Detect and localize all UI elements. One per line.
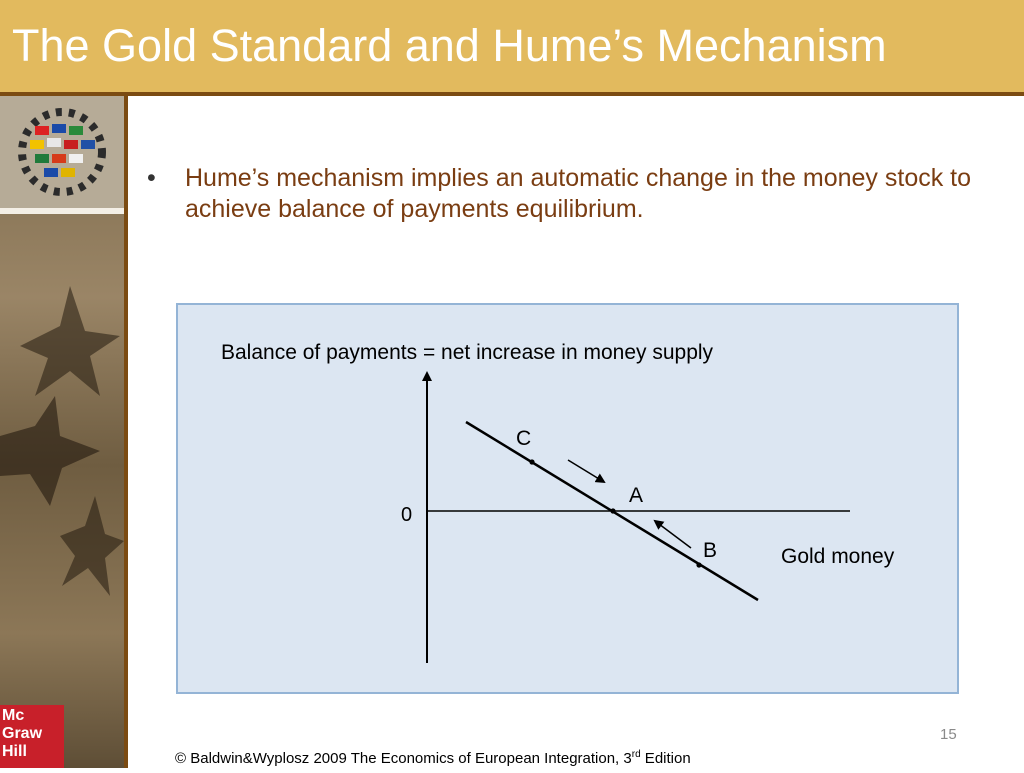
arrow-b-to-a bbox=[655, 521, 691, 548]
logo-line-1: Mc bbox=[2, 707, 25, 724]
origin-label: 0 bbox=[401, 504, 413, 526]
eu-flags-image bbox=[0, 96, 124, 208]
diagram-canvas bbox=[178, 305, 961, 696]
point-b-label: B bbox=[703, 539, 718, 562]
mcgraw-hill-logo bbox=[0, 705, 64, 768]
slide-number: 15 bbox=[940, 726, 957, 743]
point-c-label: C bbox=[516, 427, 532, 450]
bullet-text: Hume’s mechanism implies an automatic change in the money stock to achieve balance of payments equilibrium. bbox=[185, 164, 972, 223]
title-divider bbox=[0, 92, 1024, 96]
footer-suffix: Edition bbox=[640, 750, 691, 767]
copyright-footer bbox=[175, 749, 691, 767]
sidebar-divider bbox=[0, 208, 124, 214]
point-c-marker bbox=[529, 459, 534, 464]
point-a-marker bbox=[610, 508, 615, 513]
title-bar bbox=[0, 0, 1024, 92]
point-b-marker bbox=[696, 562, 701, 567]
logo-line-3: Hill bbox=[2, 743, 27, 760]
point-a-label: A bbox=[629, 484, 644, 507]
footer-superscript: rd bbox=[631, 749, 641, 760]
bullet-marker: • bbox=[147, 164, 156, 192]
footer-text: © Baldwin&Wyplosz 2009 The Economics of European Integration, 3 bbox=[175, 750, 632, 767]
hume-mechanism-diagram bbox=[176, 303, 959, 694]
y-axis-label: Balance of payments = net increase in money supply bbox=[221, 341, 714, 364]
slide-title: The Gold Standard and Hume’s Mechanism bbox=[12, 20, 887, 71]
x-axis-label: Gold money bbox=[781, 545, 895, 568]
arrow-c-to-a bbox=[568, 460, 604, 482]
sidebar-border bbox=[124, 96, 128, 768]
logo-line-2: Graw bbox=[2, 725, 43, 742]
